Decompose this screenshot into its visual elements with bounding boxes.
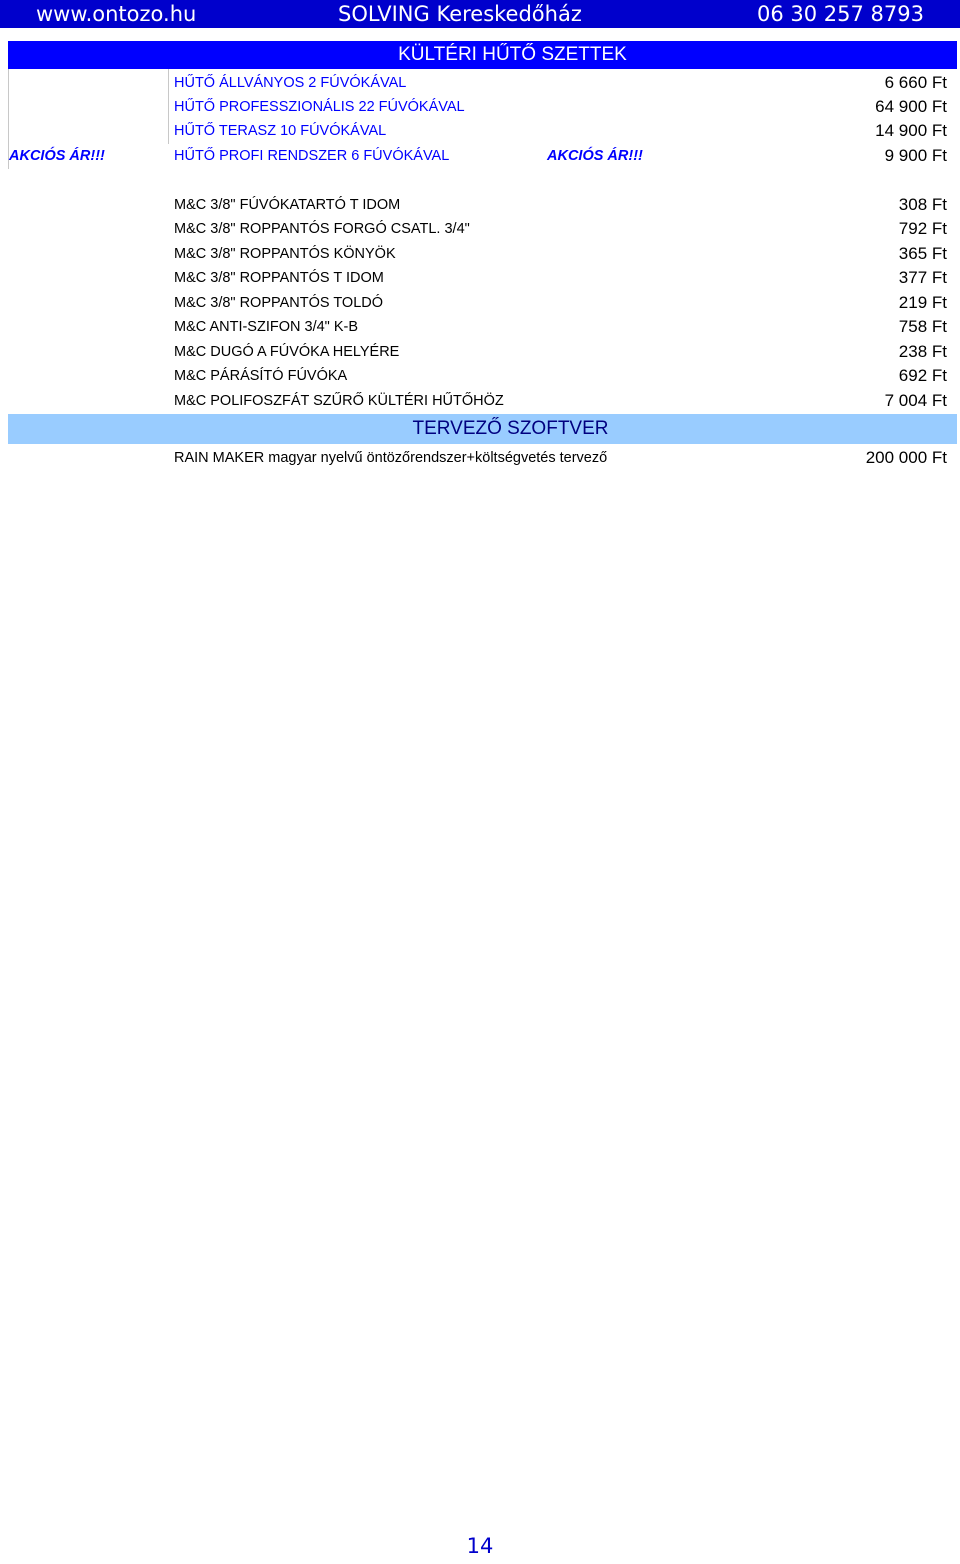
price-row — [0, 193, 960, 217]
product-name: M&C DUGÓ A FÚVÓKA HELYÉRE — [174, 344, 400, 360]
price-row — [0, 266, 960, 290]
product-name: M&C 3/8" ROPPANTÓS T IDOM — [174, 270, 384, 286]
product-name: RAIN MAKER magyar nyelvű öntözőrendszer+költségvetés tervező — [174, 450, 608, 466]
product-price: 14 900 Ft — [875, 121, 947, 140]
product-price: 692 Ft — [898, 366, 947, 385]
product-price: 238 Ft — [898, 342, 947, 361]
price-row — [0, 446, 960, 470]
shop-name: SOLVING Kereskedőház — [338, 2, 582, 26]
product-name: HŰTŐ TERASZ 10 FÚVÓKÁVAL — [174, 123, 387, 139]
product-price: 219 Ft — [898, 293, 947, 312]
product-price: 365 Ft — [898, 244, 947, 263]
price-row — [0, 389, 960, 413]
price-row-promo — [0, 144, 960, 168]
price-row — [0, 95, 960, 119]
product-price: 792 Ft — [898, 219, 947, 238]
price-row — [0, 119, 960, 143]
section-title-tervezo-szoftver: TERVEZŐ SZOFTVER — [8, 414, 957, 444]
price-row — [0, 217, 960, 241]
product-name: M&C 3/8" ROPPANTÓS TOLDÓ — [174, 295, 384, 311]
product-name: M&C POLIFOSZFÁT SZŰRŐ KÜLTÉRI HŰTŐHÖZ — [174, 393, 504, 409]
price-row — [0, 71, 960, 95]
product-name: M&C 3/8" FÚVÓKATARTÓ T IDOM — [174, 197, 401, 213]
promo-label-left: AKCIÓS ÁR!!! — [9, 148, 105, 164]
product-name: HŰTŐ PROFESSZIONÁLIS 22 FÚVÓKÁVAL — [174, 99, 465, 115]
product-name: M&C 3/8" ROPPANTÓS KÖNYÖK — [174, 246, 396, 262]
price-row — [0, 364, 960, 388]
price-row — [0, 315, 960, 339]
price-row — [0, 340, 960, 364]
price-row — [0, 291, 960, 315]
section-title-kulteri-huto: KÜLTÉRI HŰTŐ SZETTEK — [8, 41, 957, 69]
product-price: 200 000 Ft — [865, 448, 947, 467]
page-number: 14 — [466, 1534, 494, 1558]
product-price: 6 660 Ft — [884, 73, 947, 92]
page-header — [0, 0, 960, 28]
product-price: 308 Ft — [898, 195, 947, 214]
product-price: 758 Ft — [898, 317, 947, 336]
product-name: M&C ANTI-SZIFON 3/4" K-B — [174, 319, 359, 335]
product-price: 64 900 Ft — [875, 97, 947, 116]
product-name: HŰTŐ PROFI RENDSZER 6 FÚVÓKÁVAL — [174, 148, 450, 164]
site-url[interactable]: www.ontozo.hu — [36, 2, 197, 26]
promo-label-mid: AKCIÓS ÁR!!! — [547, 148, 643, 164]
phone-number: 06 30 257 8793 — [757, 2, 924, 26]
product-name: M&C 3/8" ROPPANTÓS FORGÓ CSATL. 3/4" — [174, 221, 470, 237]
product-price: 9 900 Ft — [884, 146, 947, 165]
product-price: 7 004 Ft — [884, 391, 947, 410]
product-price: 377 Ft — [898, 268, 947, 287]
product-name: M&C PÁRÁSÍTÓ FÚVÓKA — [174, 368, 348, 384]
product-name: HŰTŐ ÁLLVÁNYOS 2 FÚVÓKÁVAL — [174, 75, 407, 91]
price-row — [0, 242, 960, 266]
